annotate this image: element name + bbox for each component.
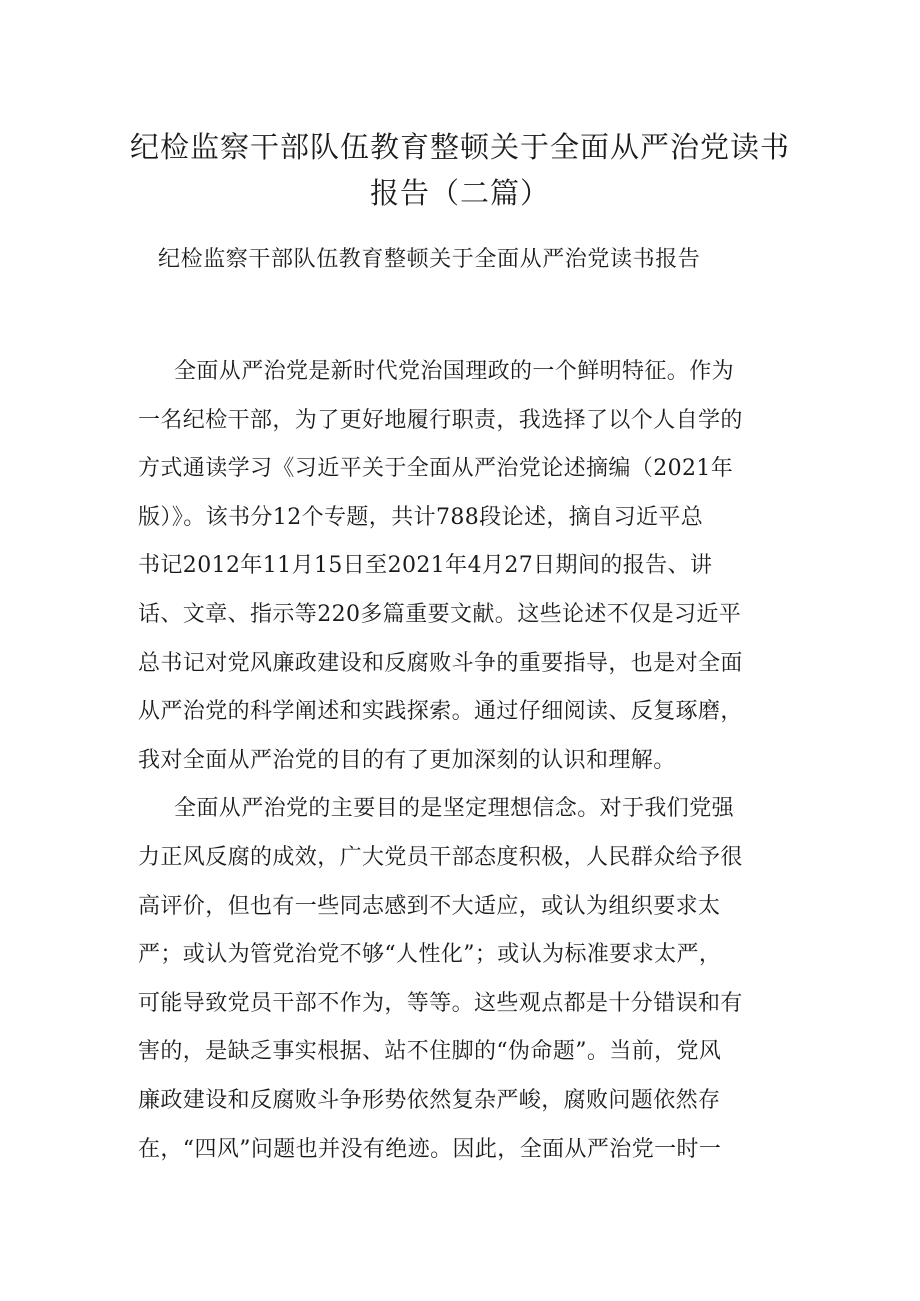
paragraph-line: 全面从严治党是新时代党治国理政的一个鲜明特征。作为 [174,359,735,384]
paragraph-line: 话、文章、指示等220多篇重要文献。这些论述不仅是习近平 [138,601,742,627]
paragraph-line: 一名纪检干部，为了更好地履行职责，我选择了以个人自学的 [138,407,743,433]
paragraph-1 [138,355,778,792]
document-subtitle: 纪检监察干部队伍教育整顿关于全面从严治党读书报告 [158,247,701,272]
paragraph-line: 可能导致党员干部不作为，等等。这些观点都是十分错误和有 [138,990,743,1016]
paragraph-line: 书记2012年11月15日至2021年4月27日期间的报告、讲 [138,553,713,579]
document-title [120,124,800,216]
paragraph-line: 在，“四风”问题也并没有绝迹。因此，全面从严治党一时一 [138,1136,722,1162]
title-line-1: 纪检监察干部队伍教育整顿关于全面从严治党读书 [129,130,790,164]
paragraph-line: 从严治党的科学阐述和实践探索。通过仔细阅读、反复琢磨， [138,699,743,725]
title-line-2: 报告（二篇） [369,176,550,210]
paragraph-line: 版）》。该书分12个专题，共计788段论述，摘自习近平总 [138,504,704,530]
paragraph-2 [138,792,778,1181]
paragraph-line: 我对全面从严治党的目的有了更加深刻的认识和理解。 [138,747,676,773]
paragraph-line: 严；或认为管党治党不够“人性化”；或认为标准要求太严， [138,942,722,968]
paragraph-line: 廉政建设和反腐败斗争形势依然复杂严峻，腐败问题依然存 [138,1087,721,1113]
paragraph-line: 害的，是缺乏事实根据、站不住脚的“伪命题”。当前，党风 [138,1039,722,1065]
paragraph-line: 全面从严治党的主要目的是坚定理想信念。对于我们党强 [174,796,735,822]
paragraph-line: 力正风反腐的成效，广大党员干部态度积极，人民群众给予很 [138,844,743,870]
paragraph-line: 总书记对党风廉政建设和反腐败斗争的重要指导，也是对全面 [138,650,743,676]
document-body [138,355,778,1181]
paragraph-line: 高评价，但也有一些同志感到不大适应，或认为组织要求太 [138,893,721,919]
paragraph-line: 方式通读学习《习近平关于全面从严治党论述摘编（2021年 [138,456,734,482]
